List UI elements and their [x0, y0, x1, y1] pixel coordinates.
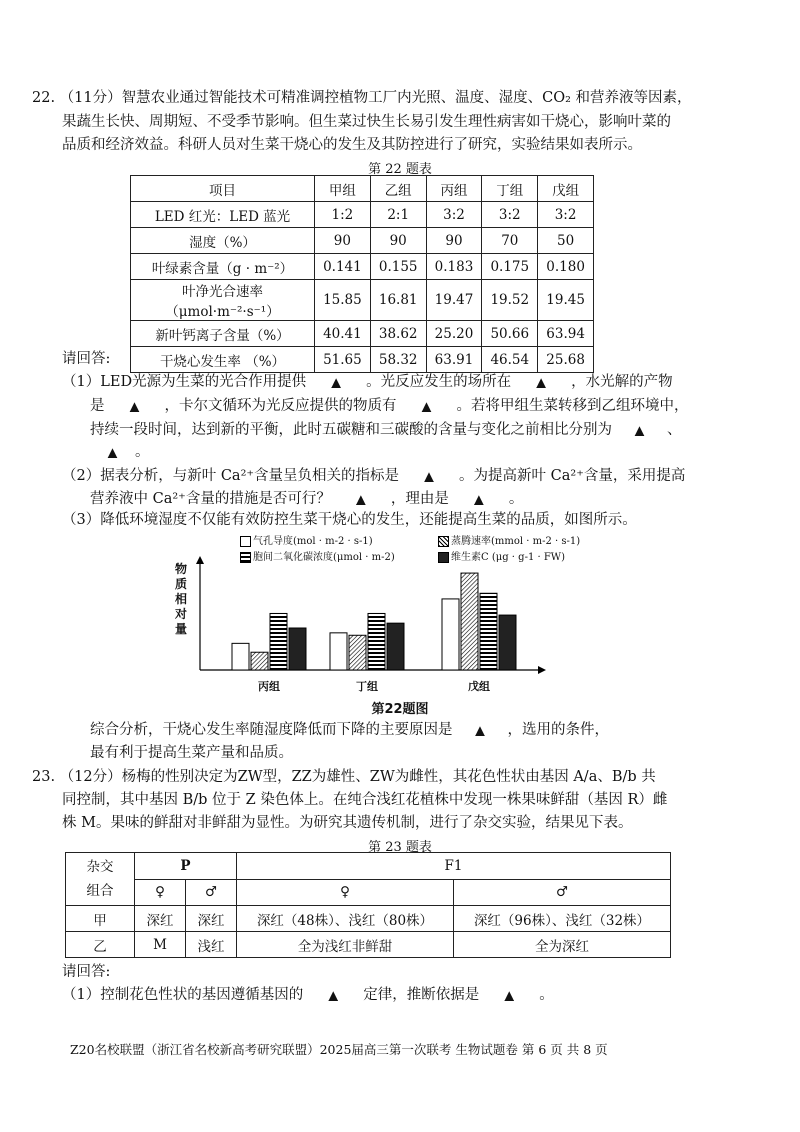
table-header-cell: 杂交 组合 — [66, 853, 135, 906]
table-cell: 0.175 — [482, 254, 538, 280]
table-cell: 0.183 — [426, 254, 482, 280]
table-cell: 1:2 — [315, 202, 371, 228]
table-cell: 0.141 — [315, 254, 371, 280]
table-cell: 新叶钙离子含量（%） — [131, 321, 315, 347]
q23-table-caption: 第 23 题表 — [368, 840, 432, 855]
table-cell: 25.68 — [538, 347, 594, 373]
table-cell: 0.155 — [370, 254, 426, 280]
table-cell: 15.85 — [315, 280, 371, 321]
table-header-cell: F1 — [237, 853, 671, 880]
table-header-cell: 甲组 — [315, 176, 371, 202]
table-header-cell: ♂ — [186, 879, 237, 906]
answer-blank[interactable] — [90, 442, 135, 462]
table-cell: 3:2 — [426, 202, 482, 228]
x-tick-label: 丁组 — [356, 680, 378, 693]
table-row — [66, 906, 671, 932]
bar — [368, 613, 385, 670]
q22-part1-line4: ▲。 — [90, 442, 790, 462]
q23-line-3: 株 M。果味的鲜甜对非鲜甜为显性。为研究其遗传机制，进行了杂交实验，结果见下表。 — [62, 815, 633, 831]
x-axis-arrow — [538, 666, 546, 674]
q22-part2-line1: （2）据表分析，与新叶 Ca²⁺含量呈负相关的指标是▲ 。为提高新叶 Ca²⁺含量，采用提高 — [62, 466, 762, 486]
answer-blank[interactable] — [397, 396, 457, 416]
table-cell: 乙 — [66, 932, 135, 958]
table-header-cell: 戊组 — [538, 176, 594, 202]
table-row — [131, 254, 594, 280]
table-cell: 深红 — [186, 906, 237, 932]
page-footer: Z20名校联盟（浙江省名校新高考研究联盟）2025届高三第一次联考 生物试题卷 第 6 页 共 8 页 — [70, 1042, 608, 1057]
table-header-cell: ♀ — [237, 879, 454, 906]
table-row — [131, 202, 594, 228]
table-header-cell: 项目 — [131, 176, 315, 202]
answer-blank[interactable] — [399, 466, 459, 486]
x-tick-label: 戊组 — [468, 680, 490, 693]
bar — [499, 615, 516, 670]
table-cell: 深红（48株）、浅红（80株） — [237, 906, 454, 932]
table-header-cell: P — [135, 853, 237, 880]
table-cell: 全为深红 — [454, 932, 671, 958]
bar — [232, 643, 249, 670]
bar — [270, 613, 287, 670]
table-cell: 19.47 — [426, 280, 482, 321]
table-cell: 16.81 — [370, 280, 426, 321]
answer-blank[interactable] — [479, 985, 539, 1005]
q22-part1-line2: 是▲ ，卡尔文循环为光反应提供的物质有▲ 。若将甲组生菜转移到乙组环境中， — [90, 396, 790, 416]
table-cell: 51.65 — [315, 347, 371, 373]
table-cell: 19.45 — [538, 280, 594, 321]
table-cell: 0.180 — [538, 254, 594, 280]
table-cell: 50 — [538, 228, 594, 254]
table-cell: 19.52 — [482, 280, 538, 321]
q22-part3: （3）降低环境湿度不仅能有效防控生菜干烧心的发生，还能提高生菜的品质，如图所示。 — [62, 512, 637, 528]
table-cell: 全为浅红非鲜甜 — [237, 932, 454, 958]
answer-blank[interactable] — [449, 489, 509, 509]
y-axis-label: 物质相对量 — [175, 562, 188, 636]
table-cell: 叶绿素含量（g · m⁻²） — [131, 254, 315, 280]
answer-blank[interactable] — [331, 489, 391, 509]
legend-item: 气孔导度(mol · m-2 · s-1) — [240, 532, 373, 547]
table-cell: 浅红 — [186, 932, 237, 958]
q22-table-caption: 第 22 题表 — [368, 162, 432, 177]
q22-part2-line2: 营养液中 Ca²⁺含量的措施是否可行？▲ ，理由是▲ 。 — [90, 489, 790, 509]
q23-line-2: 同控制，其中基因 B/b 位于 Z 染色体上。在纯合浅红花植株中发现一株果味鲜甜（基因 R）雌 — [62, 792, 668, 808]
bar — [461, 573, 478, 670]
table-row — [66, 932, 671, 958]
q23-please-answer: 请回答: — [62, 964, 111, 980]
table-cell: 40.41 — [315, 321, 371, 347]
table-row — [131, 228, 594, 254]
table-cell: 深红 — [135, 906, 186, 932]
q23-part1: （1）控制花色性状的基因遵循基因的▲ 定律，推断依据是▲ 。 — [62, 985, 762, 1005]
bar — [480, 593, 497, 670]
table-header-cell: ♂ — [454, 879, 671, 906]
table-row — [131, 280, 594, 321]
table-cell: 叶净光合速率（μmol·m⁻²·s⁻¹） — [131, 280, 315, 321]
table-cell: 46.54 — [482, 347, 538, 373]
q22-line-1: 22. （11分）智慧农业通过智能技术可精准调控植物工厂内光照、温度、湿度、CO₂ 和营养液等因素， — [32, 90, 692, 106]
table-cell: 90 — [370, 228, 426, 254]
answer-blank[interactable] — [612, 420, 667, 440]
table-cell: LED 红光：LED 蓝光 — [131, 202, 315, 228]
q22-figure — [150, 520, 581, 700]
answer-blank[interactable] — [453, 720, 508, 740]
q22-part1-line1: （1）LED光源为生菜的光合作用提供▲ 。光反应发生的场所在▲ ，水光解的产物 — [62, 372, 762, 392]
table-header-row — [131, 176, 594, 202]
q22-conclusion-line1: 综合分析，干烧心发生率随湿度降低而下降的主要原因是▲ ，选用的条件， — [90, 720, 790, 740]
table-cell: 63.91 — [426, 347, 482, 373]
table-cell: 25.20 — [426, 321, 482, 347]
table-cell: 90 — [315, 228, 371, 254]
table-cell: 湿度（%） — [131, 228, 315, 254]
table-cell: 2:1 — [370, 202, 426, 228]
q23-line-1: 23. （12分）杨梅的性别决定为ZW型，ZZ为雄性、ZW为雌性，其花色性状由基因 A/a、B/b 共 — [32, 769, 656, 785]
table-cell: 63.94 — [538, 321, 594, 347]
answer-blank[interactable] — [306, 372, 366, 392]
table-header-cell: 丁组 — [482, 176, 538, 202]
legend-item: 蒸腾速率(mmol · m-2 · s-1) — [438, 532, 580, 547]
legend-item: 维生素C (μg · g-1 · FW) — [438, 548, 565, 563]
table-cell: M — [135, 932, 186, 958]
table-cell: 深红（96株）、浅红（32株） — [454, 906, 671, 932]
answer-blank[interactable] — [105, 396, 165, 416]
q22-please-answer: 请回答: — [62, 351, 111, 367]
answer-blank[interactable] — [511, 372, 571, 392]
table-cell: 3:2 — [538, 202, 594, 228]
table-header-cell: 丙组 — [426, 176, 482, 202]
y-axis-arrow — [196, 556, 204, 564]
table-cell: 干烧心发生率 （%） — [131, 347, 315, 373]
q22-line-2: 果蔬生长快、周期短、不受季节影响。但生菜过快生长易引发生理性病害如干烧心，影响叶菜的 — [62, 114, 671, 130]
table-cell: 甲 — [66, 906, 135, 932]
q22-part1-line3: 持续一段时间，达到新的平衡，此时五碳糖和三碳酸的含量与变化之前相比分别为▲ 、 — [90, 420, 790, 440]
q22-line-3: 品质和经济效益。科研人员对生菜干烧心的发生及其防控进行了研究，实验结果如表所示。 — [62, 137, 642, 153]
q22-table — [130, 175, 594, 373]
table-header-cell: 乙组 — [370, 176, 426, 202]
bar — [251, 652, 268, 670]
legend-item: 胞间二氧化碳浓度(μmol · m-2) — [240, 548, 395, 563]
q23-table — [65, 852, 671, 958]
table-row — [131, 321, 594, 347]
bar — [330, 633, 347, 670]
x-tick-label: 丙组 — [258, 680, 280, 693]
table-cell: 3:2 — [482, 202, 538, 228]
q22-figure-caption: 第22题图 — [371, 702, 429, 717]
table-cell: 50.66 — [482, 321, 538, 347]
table-cell: 70 — [482, 228, 538, 254]
bar — [349, 635, 366, 670]
q22-conclusion-line2: 最有利于提高生菜产量和品质。 — [90, 745, 293, 761]
answer-blank[interactable] — [303, 985, 363, 1005]
bar-chart — [150, 520, 570, 700]
table-cell: 90 — [426, 228, 482, 254]
bar — [442, 599, 459, 670]
bar — [387, 623, 404, 670]
bar — [289, 628, 306, 670]
table-cell: 38.62 — [370, 321, 426, 347]
table-header-cell: ♀ — [135, 879, 186, 906]
table-cell: 58.32 — [370, 347, 426, 373]
